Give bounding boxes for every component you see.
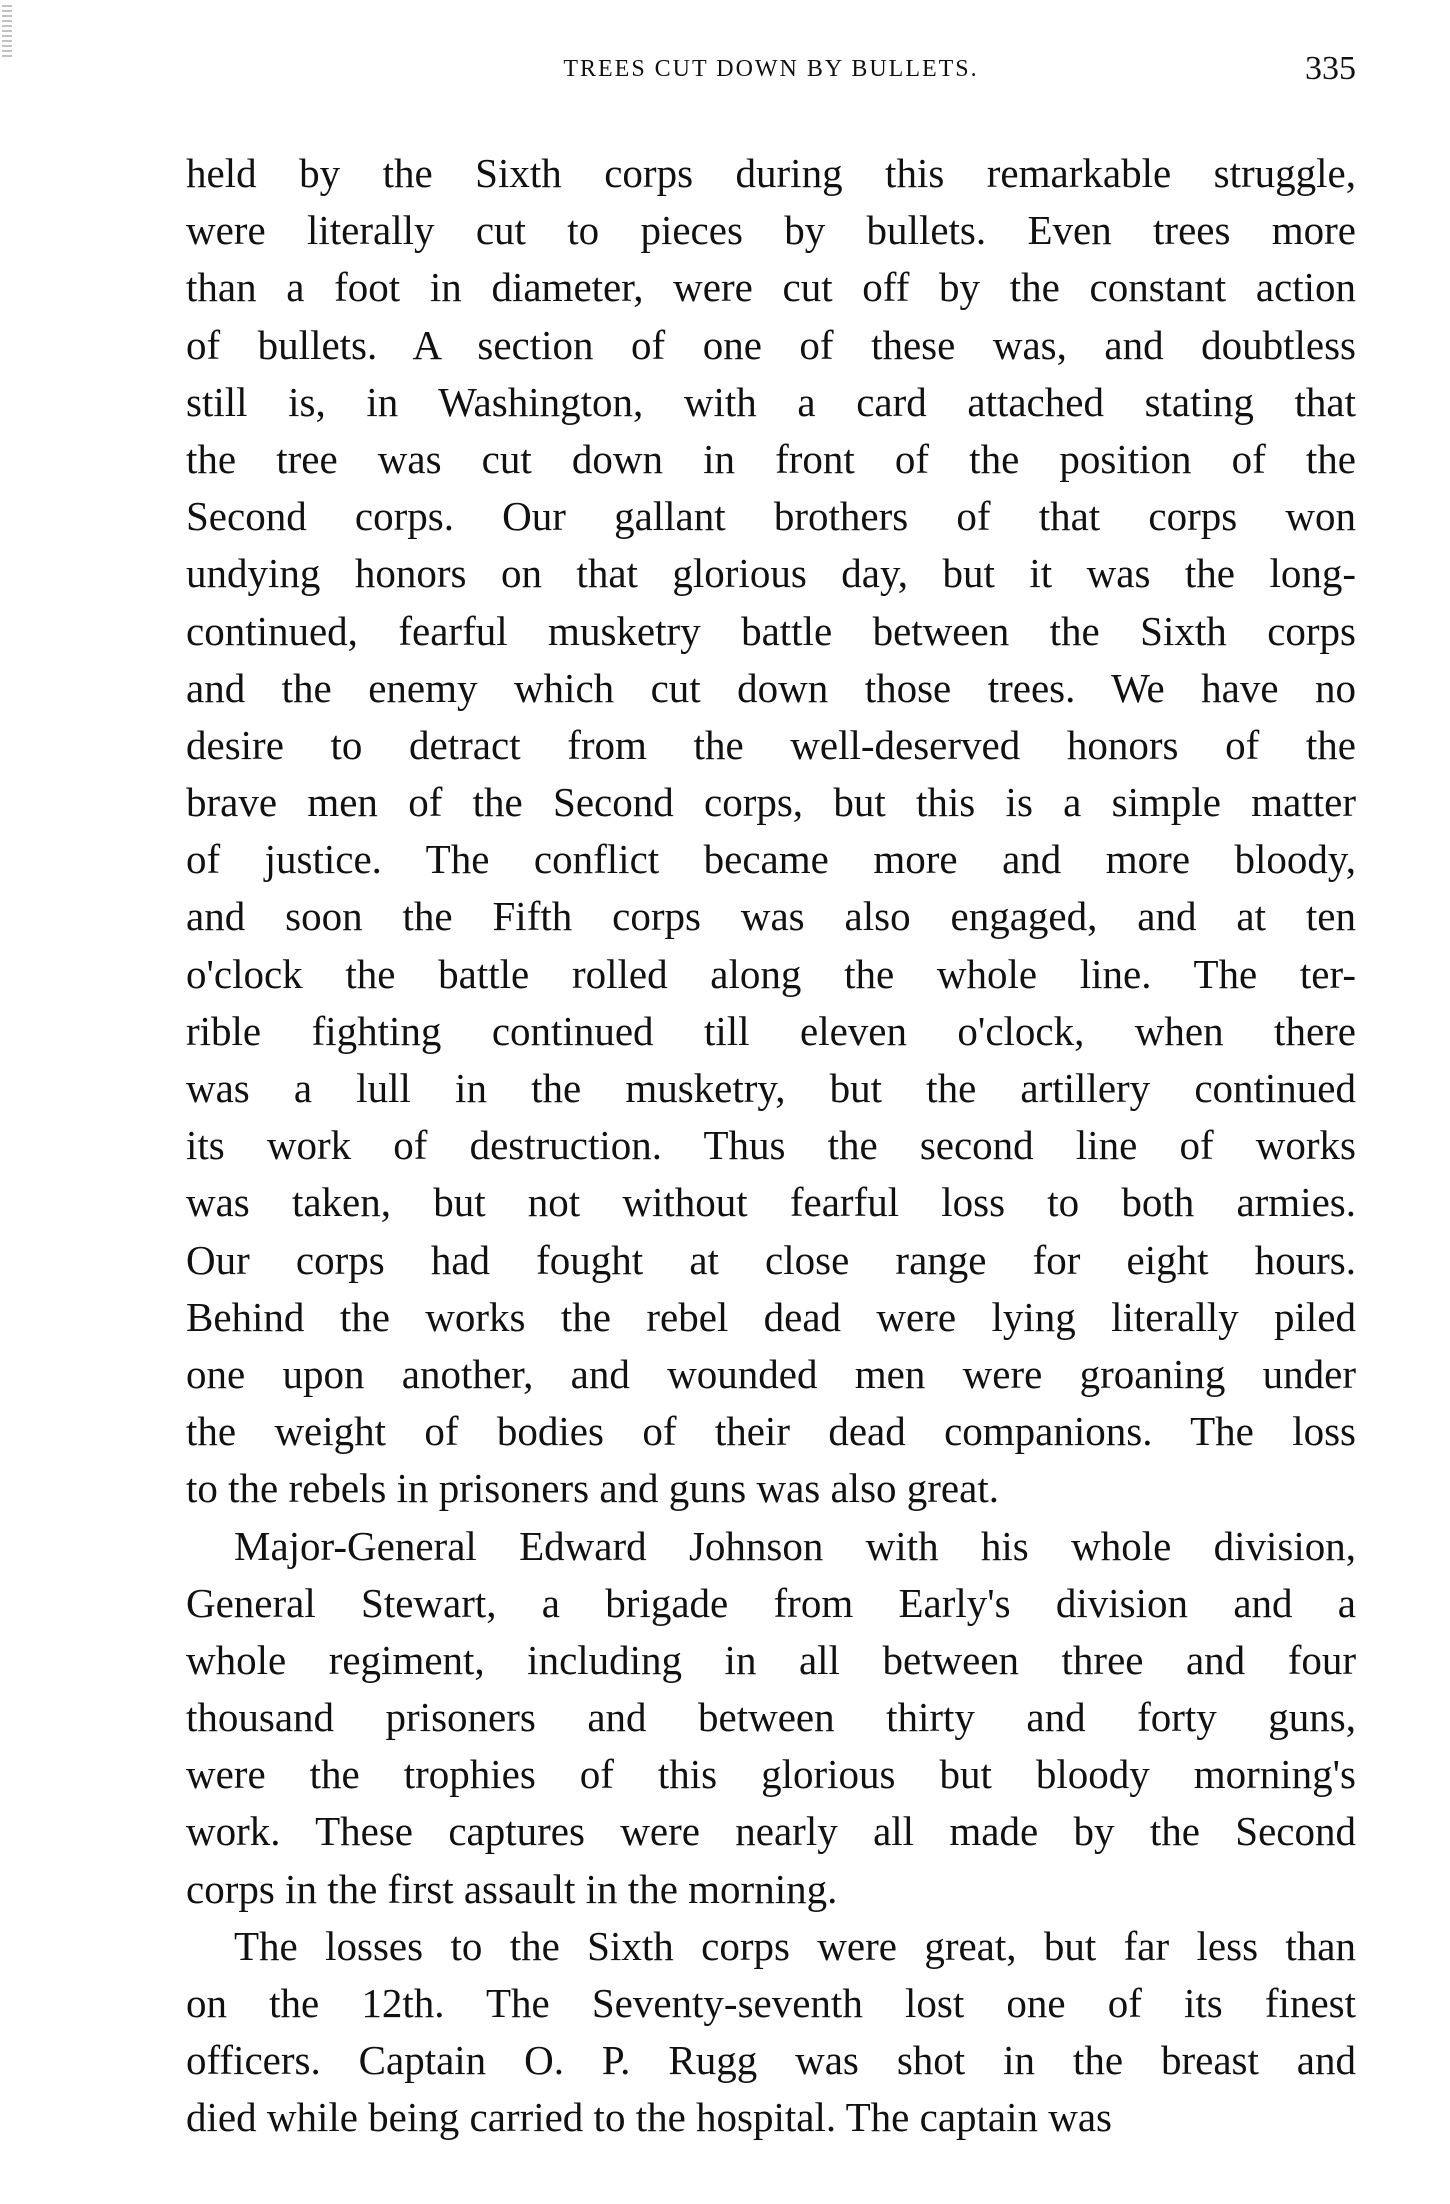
text-line: Second corps. Our gallant brothers of that corps won [186, 493, 1356, 540]
text-line: continued, fearful musketry battle between the Sixth corps [186, 607, 1356, 654]
text-line: desire to detract from the well-deserved honors of the [186, 721, 1356, 768]
paragraph [186, 1918, 1356, 2147]
text-line: whole regiment, including in all between three and four [186, 1636, 1356, 1683]
text-line: brave men of the Second corps, but this is a simple matter [186, 779, 1356, 826]
text-line: its work of destruction. Thus the second line of works [186, 1122, 1356, 1169]
text-line: was a lull in the musketry, but the artillery continued [186, 1065, 1356, 1111]
text-line: died while being carried to the hospital. The captain was [186, 2094, 1113, 2141]
text-line: to the rebels in prisoners and guns was also great. [186, 1465, 999, 1512]
text-line: undying honors on that glorious day, but it was the long- [186, 550, 1356, 597]
text-line: held by the Sixth corps during this remarkable struggle, [186, 150, 1356, 196]
text-line: still is, in Washington, with a card attached stating that [186, 378, 1356, 425]
text-line: the weight of bodies of their dead companions. The loss [186, 1408, 1356, 1455]
text-line: thousand prisoners and between thirty and forty guns, [186, 1694, 1356, 1741]
text-line: work. These captures were nearly all made by the Second [186, 1808, 1356, 1855]
text-line: the tree was cut down in front of the position of the [186, 435, 1356, 482]
text-line: rible fighting continued till eleven o'clock, when there [186, 1007, 1356, 1054]
page-number: 335 [1305, 50, 1356, 87]
text-line: corps in the first assault in the morning. [186, 1865, 838, 1912]
text-line: of justice. The conflict became more and more bloody, [186, 836, 1356, 883]
text-line: were the trophies of this glorious but bloody morning's [186, 1751, 1356, 1798]
text-line: and the enemy which cut down those trees. We have no [186, 664, 1356, 711]
text-line: Behind the works the rebel dead were lying literally piled [186, 1293, 1356, 1340]
running-title: TREES CUT DOWN BY BULLETS. [563, 56, 979, 82]
scan-artifact [2, 5, 12, 60]
text-line: o'clock the battle rolled along the whole line. The ter- [186, 950, 1356, 997]
text-line: were literally cut to pieces by bullets. Even trees more [186, 207, 1356, 254]
paragraph [186, 1518, 1356, 1918]
page-body [186, 145, 1356, 2147]
text-line: and soon the Fifth corps was also engaged, and at ten [186, 893, 1356, 940]
text-line: than a foot in diameter, were cut off by the constant action [186, 264, 1356, 311]
text-line: The losses to the Sixth corps were great, but far less than [234, 1922, 1356, 1969]
text-line: officers. Captain O. P. Rugg was shot in the breast and [186, 2037, 1356, 2084]
text-line: General Stewart, a brigade from Early's division and a [186, 1579, 1356, 1626]
text-line: Major-General Edward Johnson with his whole division, [234, 1522, 1356, 1569]
text-line: on the 12th. The Seventy-seventh lost one of its finest [186, 1980, 1356, 2026]
text-line: Our corps had fought at close range for eight hours. [186, 1236, 1356, 1283]
text-line: of bullets. A section of one of these was, and doubtless [186, 321, 1356, 368]
text-line: one upon another, and wounded men were groaning under [186, 1350, 1356, 1397]
page-header [186, 50, 1356, 94]
paragraph [186, 145, 1356, 1518]
text-line: was taken, but not without fearful loss to both armies. [186, 1179, 1356, 1226]
